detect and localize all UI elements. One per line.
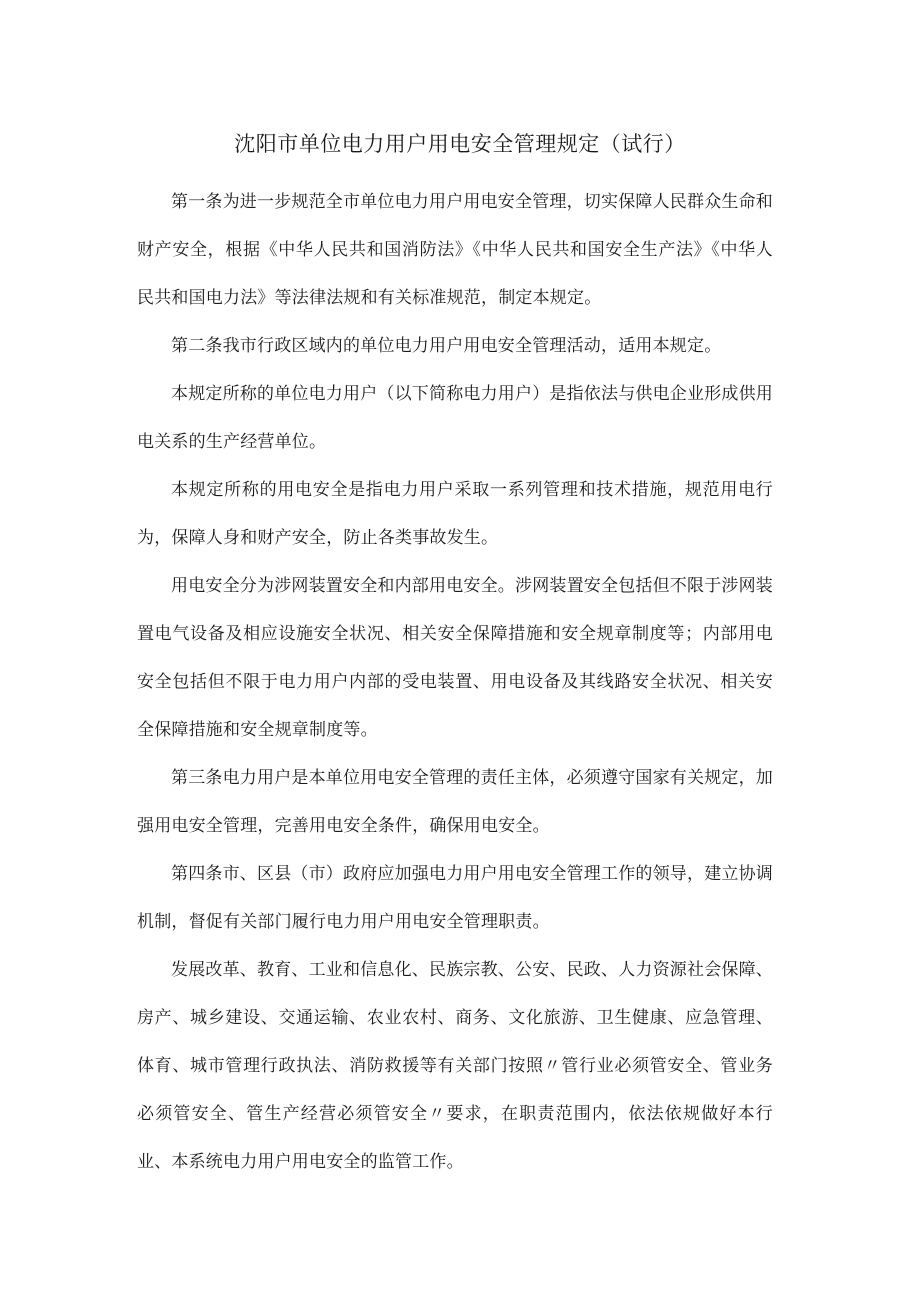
paragraph-electrical-safety-definition: 本规定所称的用电安全是指电力用户采取一系列管理和技术措施，规范用电行为，保障人身和财产安全，防止各类事故发生。 bbox=[137, 480, 773, 548]
document-body bbox=[137, 178, 773, 1186]
paragraph-article-1: 第一条为进一步规范全市单位电力用户用电安全管理，切实保障人民群众生命和财产安全，根据《中华人民共和国消防法》《中华人民共和国安全生产法》《中华人民共和国电力法》等法律法规和有关标准规范，制定本规定。 bbox=[137, 192, 773, 308]
paragraph-safety-categories: 用电安全分为涉网装置安全和内部用电安全。涉网装置安全包括但不限于涉网装置电气设备及相应设施安全状况、相关安全保障措施和安全规章制度等；内部用电安全包括但不限于电力用户内部的受电装置、用电设备及其线路安全状况、相关安全保障措施和安全规章制度等。 bbox=[137, 576, 773, 740]
document-title: 沈阳市单位电力用户用电安全管理规定（试行） bbox=[234, 132, 686, 156]
paragraph-article-3: 第三条电力用户是本单位用电安全管理的责任主体，必须遵守国家有关规定，加强用电安全管理，完善用电安全条件，确保用电安全。 bbox=[137, 768, 773, 836]
paragraph-article-2: 第二条我市行政区域内的单位电力用户用电安全管理活动，适用本规定。 bbox=[171, 336, 722, 356]
paragraph-power-user-definition: 本规定所称的单位电力用户（以下简称电力用户）是指依法与供电企业形成供用电关系的生产经营单位。 bbox=[137, 384, 773, 452]
paragraph-article-4: 第四条市、区县（市）政府应加强电力用户用电安全管理工作的领导，建立协调机制，督促有关部门履行电力用户用电安全管理职责。 bbox=[137, 864, 773, 932]
paragraph-department-duties: 发展改革、教育、工业和信息化、民族宗教、公安、民政、人力资源社会保障、房产、城乡建设、交通运输、农业农村、商务、文化旅游、卫生健康、应急管理、体育、城市管理行政执法、消防救援等有关部门按照〃管行业必须管安全、管业务必须管安全、管生产经营必须管安全〃要求，在职责范围内，依法依规做好本行业、本系统电力用户用电安全的监管工作。 bbox=[137, 960, 773, 1172]
